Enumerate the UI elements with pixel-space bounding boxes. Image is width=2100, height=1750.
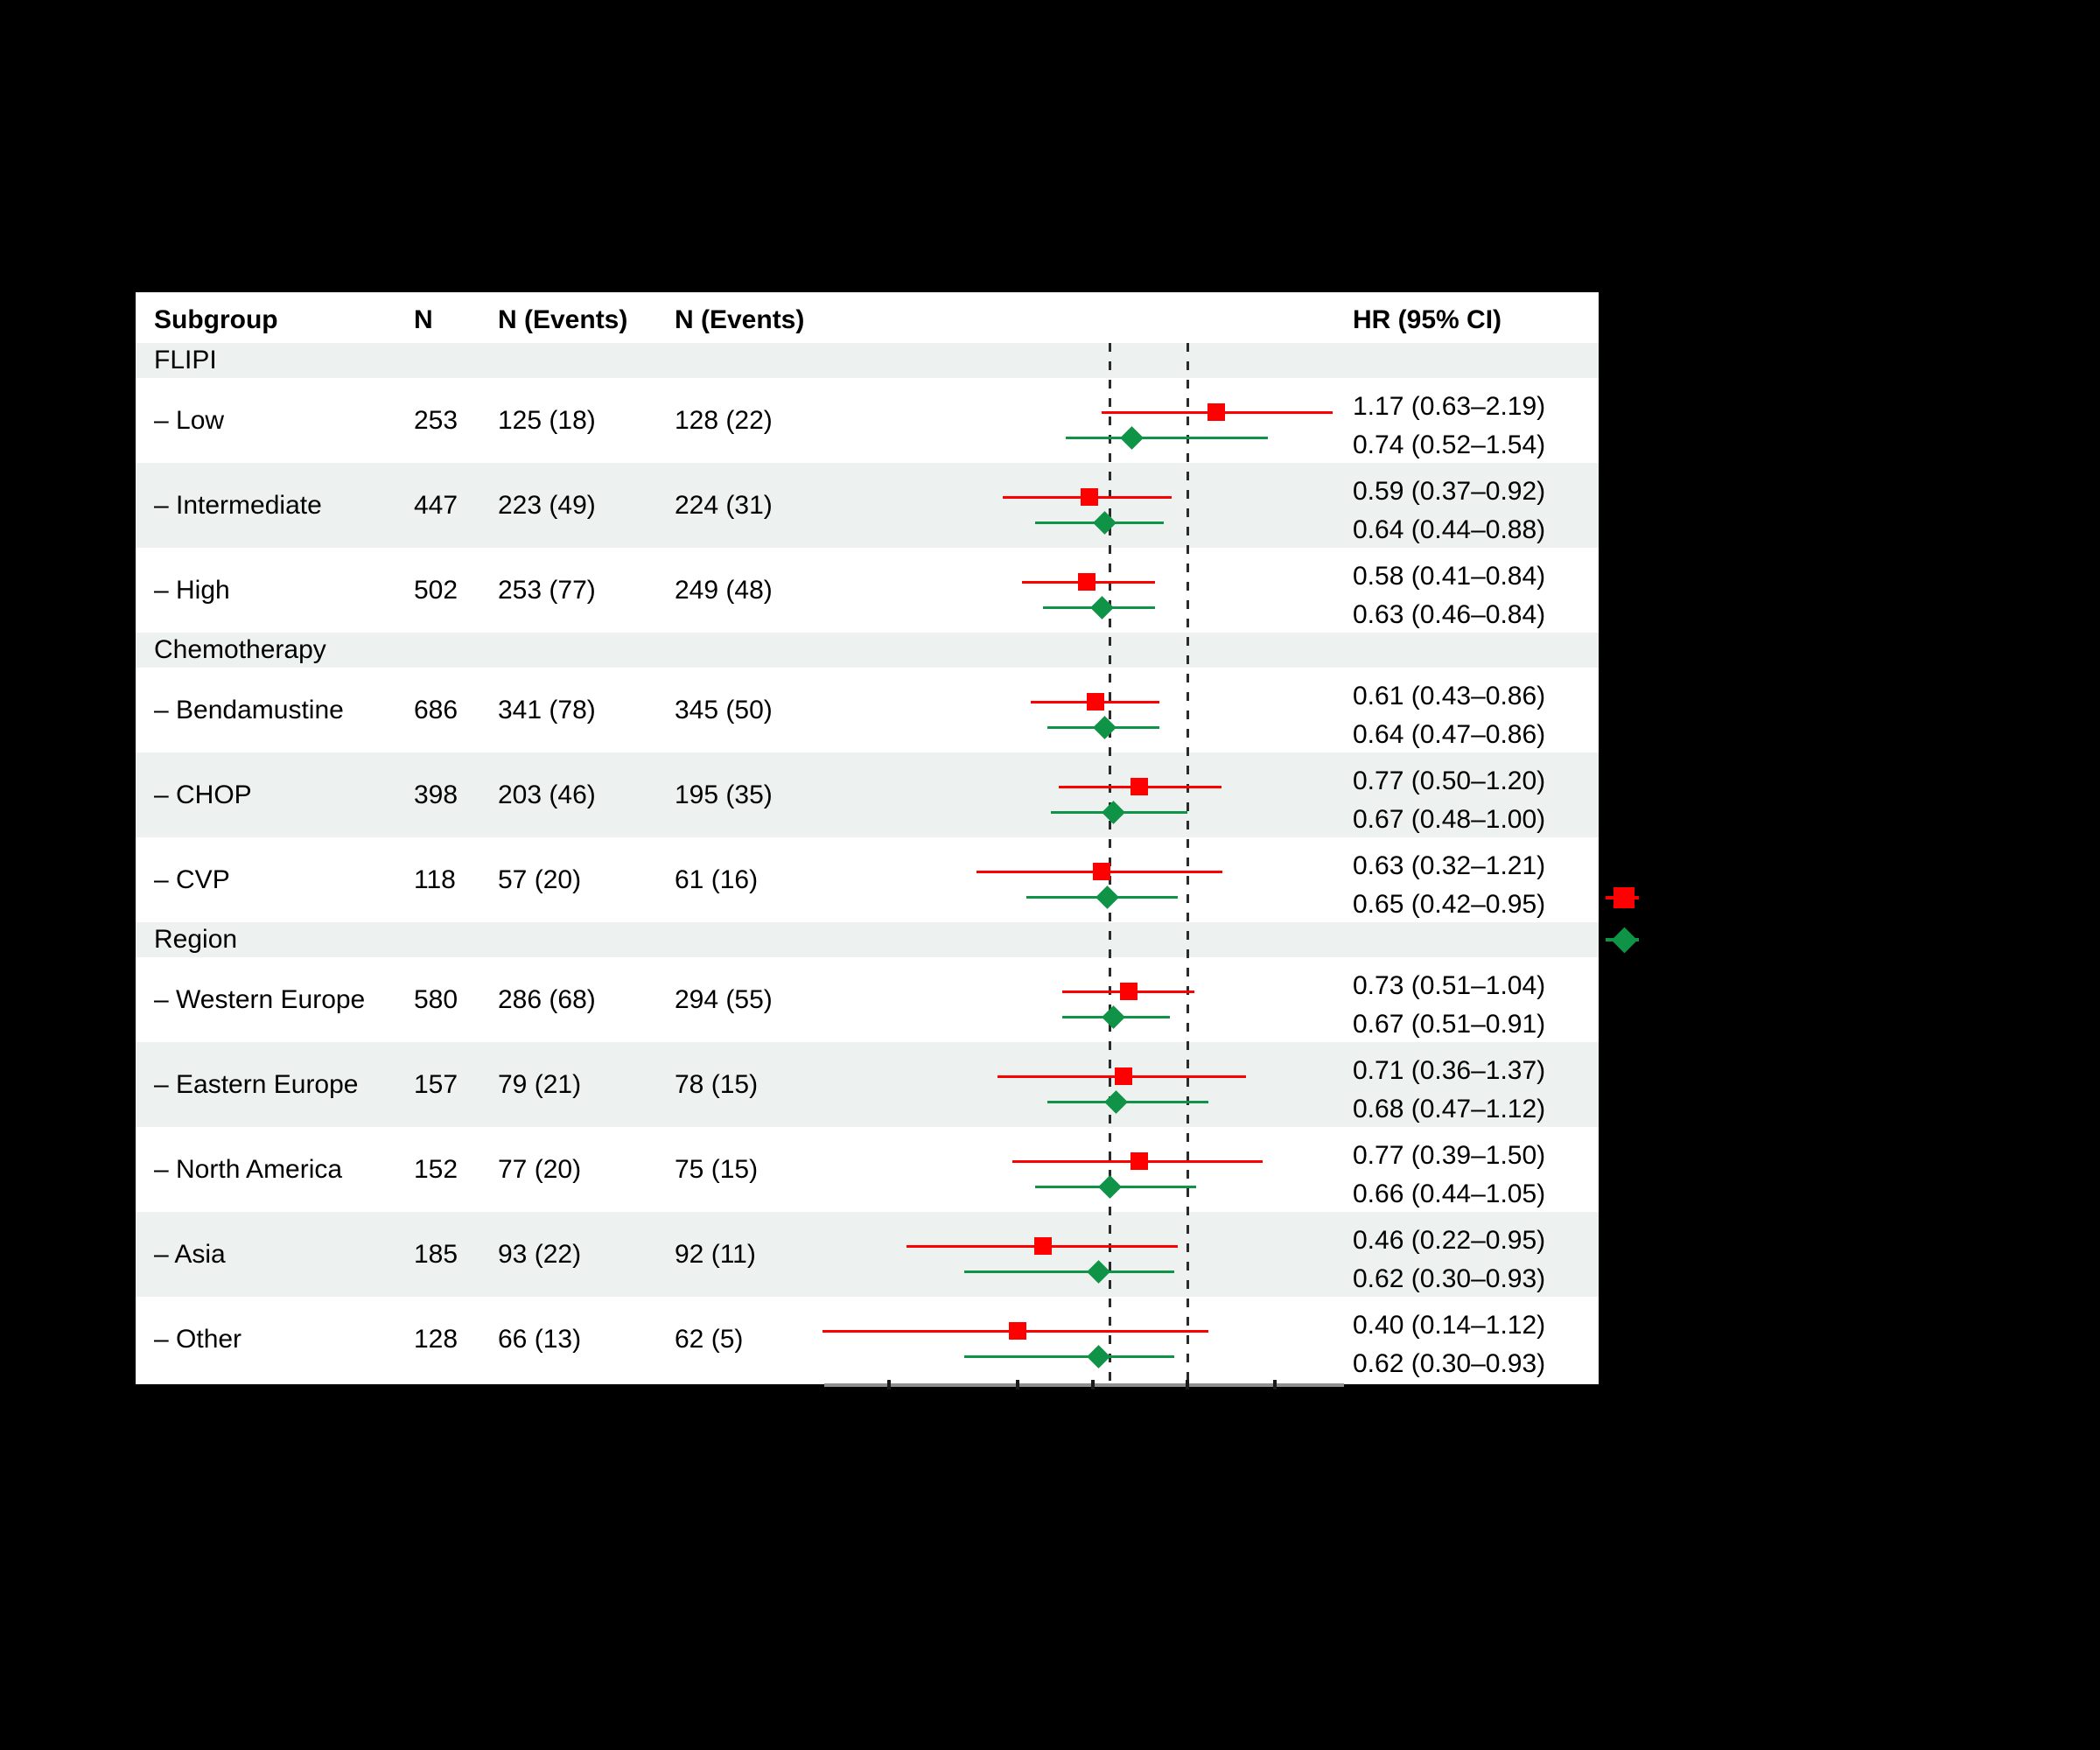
n-value: 157 — [414, 1069, 458, 1099]
n-events-arm1: 57 (20) — [498, 864, 582, 894]
n-events-arm2: 92 (11) — [675, 1239, 756, 1269]
n-value: 398 — [414, 780, 458, 809]
subgroup-label: – Bendamustine — [154, 695, 344, 724]
ci-line-diamond — [1066, 437, 1267, 439]
subgroup-label: – CHOP — [154, 780, 252, 809]
n-events-arm2: 78 (15) — [675, 1069, 759, 1099]
hr-ci-red: 0.73 (0.51–1.04) — [1353, 970, 1546, 1000]
forest-plot-panel — [136, 292, 1599, 1384]
n-events-arm1: 93 (22) — [498, 1239, 582, 1269]
subgroup-label: – Asia — [154, 1239, 226, 1269]
subgroup-row — [136, 1042, 1599, 1127]
n-events-arm1: 77 (20) — [498, 1154, 582, 1184]
n-events-arm2: 224 (31) — [675, 490, 773, 520]
n-events-arm1: 253 (77) — [498, 575, 596, 605]
col-header-n: N — [414, 305, 433, 334]
n-value: 502 — [414, 575, 458, 605]
hr-ci-cell — [1353, 1042, 1545, 1127]
n-events-arm1: 223 (49) — [498, 490, 596, 520]
group-label: Chemotherapy — [154, 635, 326, 664]
subgroup-label: – Eastern Europe — [154, 1069, 359, 1099]
hr-ci-red: 0.63 (0.32–1.21) — [1353, 850, 1546, 880]
n-events-arm1: 203 (46) — [498, 780, 596, 809]
group-label: FLIPI — [154, 346, 217, 374]
point-estimate-square-icon — [1009, 1322, 1026, 1340]
n-events-arm2: 249 (48) — [675, 575, 773, 605]
hr-ci-red: 0.61 (0.43–0.86) — [1353, 681, 1546, 710]
hr-ci-green: 0.62 (0.30–0.93) — [1353, 1348, 1546, 1378]
n-events-arm2: 345 (50) — [675, 695, 773, 724]
hr-ci-cell — [1353, 957, 1545, 1042]
hr-ci-green: 0.64 (0.44–0.88) — [1353, 514, 1546, 544]
ci-line-diamond — [964, 1270, 1174, 1273]
n-value: 253 — [414, 405, 458, 435]
reference-line-dashed-unity — [1186, 343, 1189, 1384]
x-axis-tick — [1273, 1380, 1277, 1390]
n-value: 580 — [414, 984, 458, 1014]
legend-red-square-icon — [1614, 887, 1634, 908]
x-axis-tick — [1091, 1380, 1095, 1390]
subgroup-row — [136, 1297, 1599, 1382]
hr-ci-red: 1.17 (0.63–2.19) — [1353, 391, 1546, 421]
hr-ci-green: 0.68 (0.47–1.12) — [1353, 1094, 1546, 1124]
x-axis-tick — [1186, 1380, 1189, 1390]
n-value: 152 — [414, 1154, 458, 1184]
subgroup-row — [136, 378, 1599, 463]
n-events-arm1: 286 (68) — [498, 984, 596, 1014]
x-axis-line — [824, 1383, 1344, 1387]
n-value: 118 — [414, 864, 456, 894]
x-axis-tick — [1016, 1380, 1019, 1390]
hr-ci-red: 0.40 (0.14–1.12) — [1353, 1310, 1546, 1340]
subgroup-row — [136, 752, 1599, 837]
hr-ci-green: 0.63 (0.46–0.84) — [1353, 599, 1546, 629]
subgroup-label: – Western Europe — [154, 984, 366, 1014]
point-estimate-square-icon — [1078, 573, 1096, 591]
legend-green-diamond-icon — [1612, 928, 1638, 954]
n-events-arm1: 341 (78) — [498, 695, 596, 724]
col-header-subgroup: Subgroup — [154, 305, 278, 334]
x-axis-tick — [887, 1380, 891, 1390]
hr-ci-green: 0.74 (0.52–1.54) — [1353, 430, 1546, 459]
point-estimate-square-icon — [1115, 1068, 1132, 1085]
subgroup-row — [136, 463, 1599, 548]
hr-ci-green: 0.65 (0.42–0.95) — [1353, 889, 1546, 919]
n-events-arm2: 61 (16) — [675, 864, 759, 894]
n-value: 185 — [414, 1239, 458, 1269]
n-events-arm1: 79 (21) — [498, 1069, 582, 1099]
subgroup-label: – North America — [154, 1154, 343, 1184]
hr-ci-cell — [1353, 378, 1545, 463]
subgroup-row — [136, 1127, 1599, 1212]
n-events-arm2: 75 (15) — [675, 1154, 759, 1184]
hr-ci-green: 0.64 (0.47–0.86) — [1353, 719, 1546, 749]
group-header-row — [136, 922, 1599, 957]
point-estimate-square-icon — [1093, 863, 1110, 880]
subgroup-row — [136, 548, 1599, 633]
group-label: Region — [154, 925, 238, 954]
point-estimate-square-icon — [1120, 983, 1138, 1000]
point-estimate-square-icon — [1130, 1152, 1148, 1170]
subgroup-label: – Intermediate — [154, 490, 322, 520]
n-events-arm1: 66 (13) — [498, 1324, 582, 1354]
hr-ci-green: 0.67 (0.51–0.91) — [1353, 1009, 1546, 1039]
point-estimate-square-icon — [1034, 1237, 1052, 1255]
subgroup-row — [136, 837, 1599, 922]
col-header-hr-ci: HR (95% CI) — [1353, 305, 1502, 334]
point-estimate-square-icon — [1087, 693, 1104, 710]
ci-line-diamond — [964, 1355, 1174, 1358]
hr-ci-cell — [1353, 548, 1545, 633]
hr-ci-cell — [1353, 752, 1545, 837]
hr-ci-red: 0.77 (0.39–1.50) — [1353, 1140, 1546, 1170]
hr-ci-green: 0.67 (0.48–1.00) — [1353, 804, 1546, 834]
hr-ci-cell — [1353, 463, 1545, 548]
subgroup-label: – CVP — [154, 864, 230, 894]
group-header-row — [136, 633, 1599, 668]
point-estimate-square-icon — [1130, 778, 1148, 795]
n-events-arm2: 62 (5) — [675, 1324, 744, 1354]
col-header-n-events-1: N (Events) — [498, 305, 628, 334]
n-events-arm1: 125 (18) — [498, 405, 596, 435]
hr-ci-cell — [1353, 1127, 1545, 1212]
n-value: 686 — [414, 695, 458, 724]
subgroup-row — [136, 668, 1599, 752]
hr-ci-red: 0.77 (0.50–1.20) — [1353, 766, 1546, 795]
n-events-arm2: 128 (22) — [675, 405, 773, 435]
table-rows — [136, 343, 1599, 1382]
point-estimate-square-icon — [1081, 488, 1098, 506]
subgroup-row — [136, 1212, 1599, 1297]
subgroup-label: – Low — [154, 405, 225, 435]
hr-ci-cell — [1353, 837, 1545, 922]
hr-ci-cell — [1353, 1212, 1545, 1297]
hr-ci-cell — [1353, 668, 1545, 752]
subgroup-label: – High — [154, 575, 230, 605]
hr-ci-red: 0.58 (0.41–0.84) — [1353, 561, 1546, 591]
table-header-row — [136, 292, 1599, 343]
subgroup-row — [136, 957, 1599, 1042]
n-value: 128 — [414, 1324, 458, 1354]
hr-ci-cell — [1353, 1297, 1545, 1382]
hr-ci-red: 0.46 (0.22–0.95) — [1353, 1225, 1546, 1255]
col-header-n-events-2: N (Events) — [675, 305, 805, 334]
point-estimate-square-icon — [1208, 403, 1225, 421]
hr-ci-green: 0.62 (0.30–0.93) — [1353, 1264, 1546, 1293]
hr-ci-red: 0.59 (0.37–0.92) — [1353, 476, 1546, 506]
n-events-arm2: 294 (55) — [675, 984, 773, 1014]
n-value: 447 — [414, 490, 458, 520]
hr-ci-red: 0.71 (0.36–1.37) — [1353, 1055, 1546, 1085]
hr-ci-green: 0.66 (0.44–1.05) — [1353, 1179, 1546, 1208]
subgroup-label: – Other — [154, 1324, 242, 1354]
group-header-row — [136, 343, 1599, 378]
n-events-arm2: 195 (35) — [675, 780, 773, 809]
